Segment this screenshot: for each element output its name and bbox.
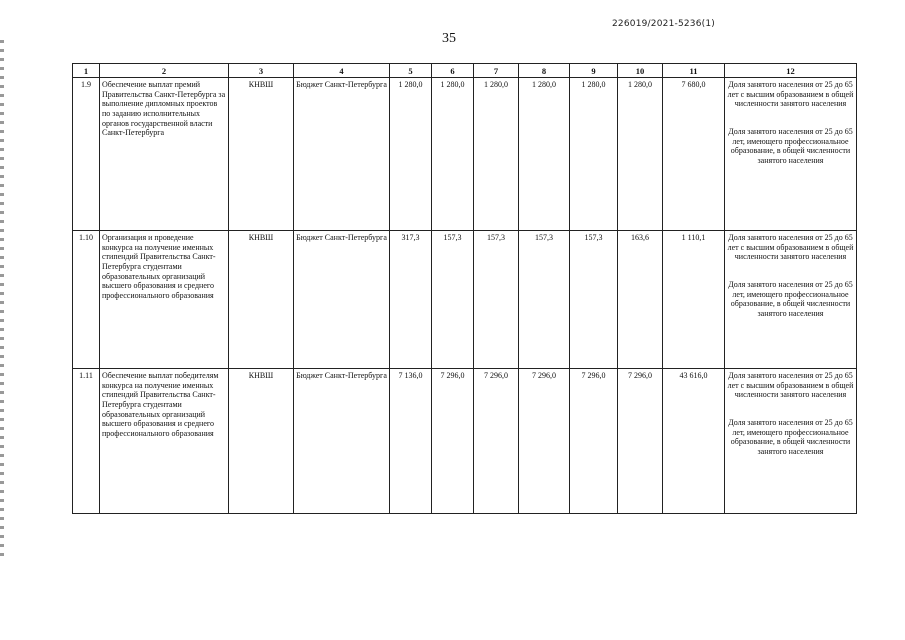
value-cell: 7 296,0 (618, 369, 663, 514)
column-header: 11 (663, 64, 725, 78)
table-row (73, 369, 857, 514)
value-cell: 1 280,0 (618, 78, 663, 231)
activity-name: Организация и проведение конкурса на получение именных стипендий Правительства Санкт-Петербурга студентами образовательных организаций высшего образования и среднего профессионального образования (100, 231, 229, 369)
table-header-row (73, 64, 857, 78)
value-cell: 157,3 (570, 231, 618, 369)
value-cell: 163,6 (618, 231, 663, 369)
total-cell: 1 110,1 (663, 231, 725, 369)
column-header: 1 (73, 64, 100, 78)
column-header: 5 (390, 64, 432, 78)
value-cell: 157,3 (519, 231, 570, 369)
program-activities-table (72, 63, 857, 514)
activity-name: Обеспечение выплат победителям конкурса на получение именных стипендий Правительства Санкт-Петербурга студентами образовательных организаций высшего образования и среднего профессионального образования (100, 369, 229, 514)
column-header: 9 (570, 64, 618, 78)
indicators-cell (725, 231, 857, 369)
value-cell: 7 296,0 (570, 369, 618, 514)
table-row (73, 231, 857, 369)
value-cell: 317,3 (390, 231, 432, 369)
activity-name: Обеспечение выплат премий Правительства Санкт-Петербурга за выполнение дипломных проектов по заданию исполнительных органов государственной власти Санкт-Петербурга (100, 78, 229, 231)
indicator-text: Доля занятого населения от 25 до 65 лет, имеющего профессиональное образование, в общей численности занятого населения (728, 126, 853, 165)
value-cell: 1 280,0 (432, 78, 474, 231)
funding-source: Бюджет Санкт-Петербурга (294, 231, 390, 369)
value-cell: 7 296,0 (432, 369, 474, 514)
total-cell: 43 616,0 (663, 369, 725, 514)
funding-source: Бюджет Санкт-Петербурга (294, 369, 390, 514)
column-header: 12 (725, 64, 857, 78)
executor: КНВШ (229, 369, 294, 514)
value-cell: 1 280,0 (570, 78, 618, 231)
row-number: 1.10 (73, 231, 100, 369)
indicator-text: Доля занятого населения от 25 до 65 лет, имеющего профессиональное образование, в общей численности занятого населения (728, 279, 853, 318)
column-header: 8 (519, 64, 570, 78)
registration-number: 226019/2021-5236(1) (612, 19, 715, 29)
column-header: 6 (432, 64, 474, 78)
funding-source: Бюджет Санкт-Петербурга (294, 78, 390, 231)
value-cell: 1 280,0 (390, 78, 432, 231)
column-header: 4 (294, 64, 390, 78)
row-number: 1.11 (73, 369, 100, 514)
value-cell: 1 280,0 (519, 78, 570, 231)
total-cell: 7 680,0 (663, 78, 725, 231)
table-row (73, 78, 857, 231)
indicator-text: Доля занятого населения от 25 до 65 лет с высшим образованием в общей численности занятого населения (727, 80, 854, 109)
value-cell: 7 296,0 (474, 369, 519, 514)
executor: КНВШ (229, 78, 294, 231)
indicator-text: Доля занятого населения от 25 до 65 лет с высшим образованием в общей численности занятого населения (727, 371, 854, 400)
column-header: 7 (474, 64, 519, 78)
value-cell: 7 136,0 (390, 369, 432, 514)
value-cell: 157,3 (474, 231, 519, 369)
value-cell: 7 296,0 (519, 369, 570, 514)
page-number: 35 (442, 31, 456, 46)
column-header: 10 (618, 64, 663, 78)
value-cell: 1 280,0 (474, 78, 519, 231)
value-cell: 157,3 (432, 231, 474, 369)
executor: КНВШ (229, 231, 294, 369)
indicators-cell (725, 369, 857, 514)
indicator-text: Доля занятого населения от 25 до 65 лет, имеющего профессиональное образование, в общей численности занятого населения (728, 417, 853, 456)
scan-edge-artifact (0, 40, 4, 560)
column-header: 2 (100, 64, 229, 78)
row-number: 1.9 (73, 78, 100, 231)
indicators-cell (725, 78, 857, 231)
indicator-text: Доля занятого населения от 25 до 65 лет с высшим образованием в общей численности занятого населения (727, 233, 854, 262)
column-header: 3 (229, 64, 294, 78)
